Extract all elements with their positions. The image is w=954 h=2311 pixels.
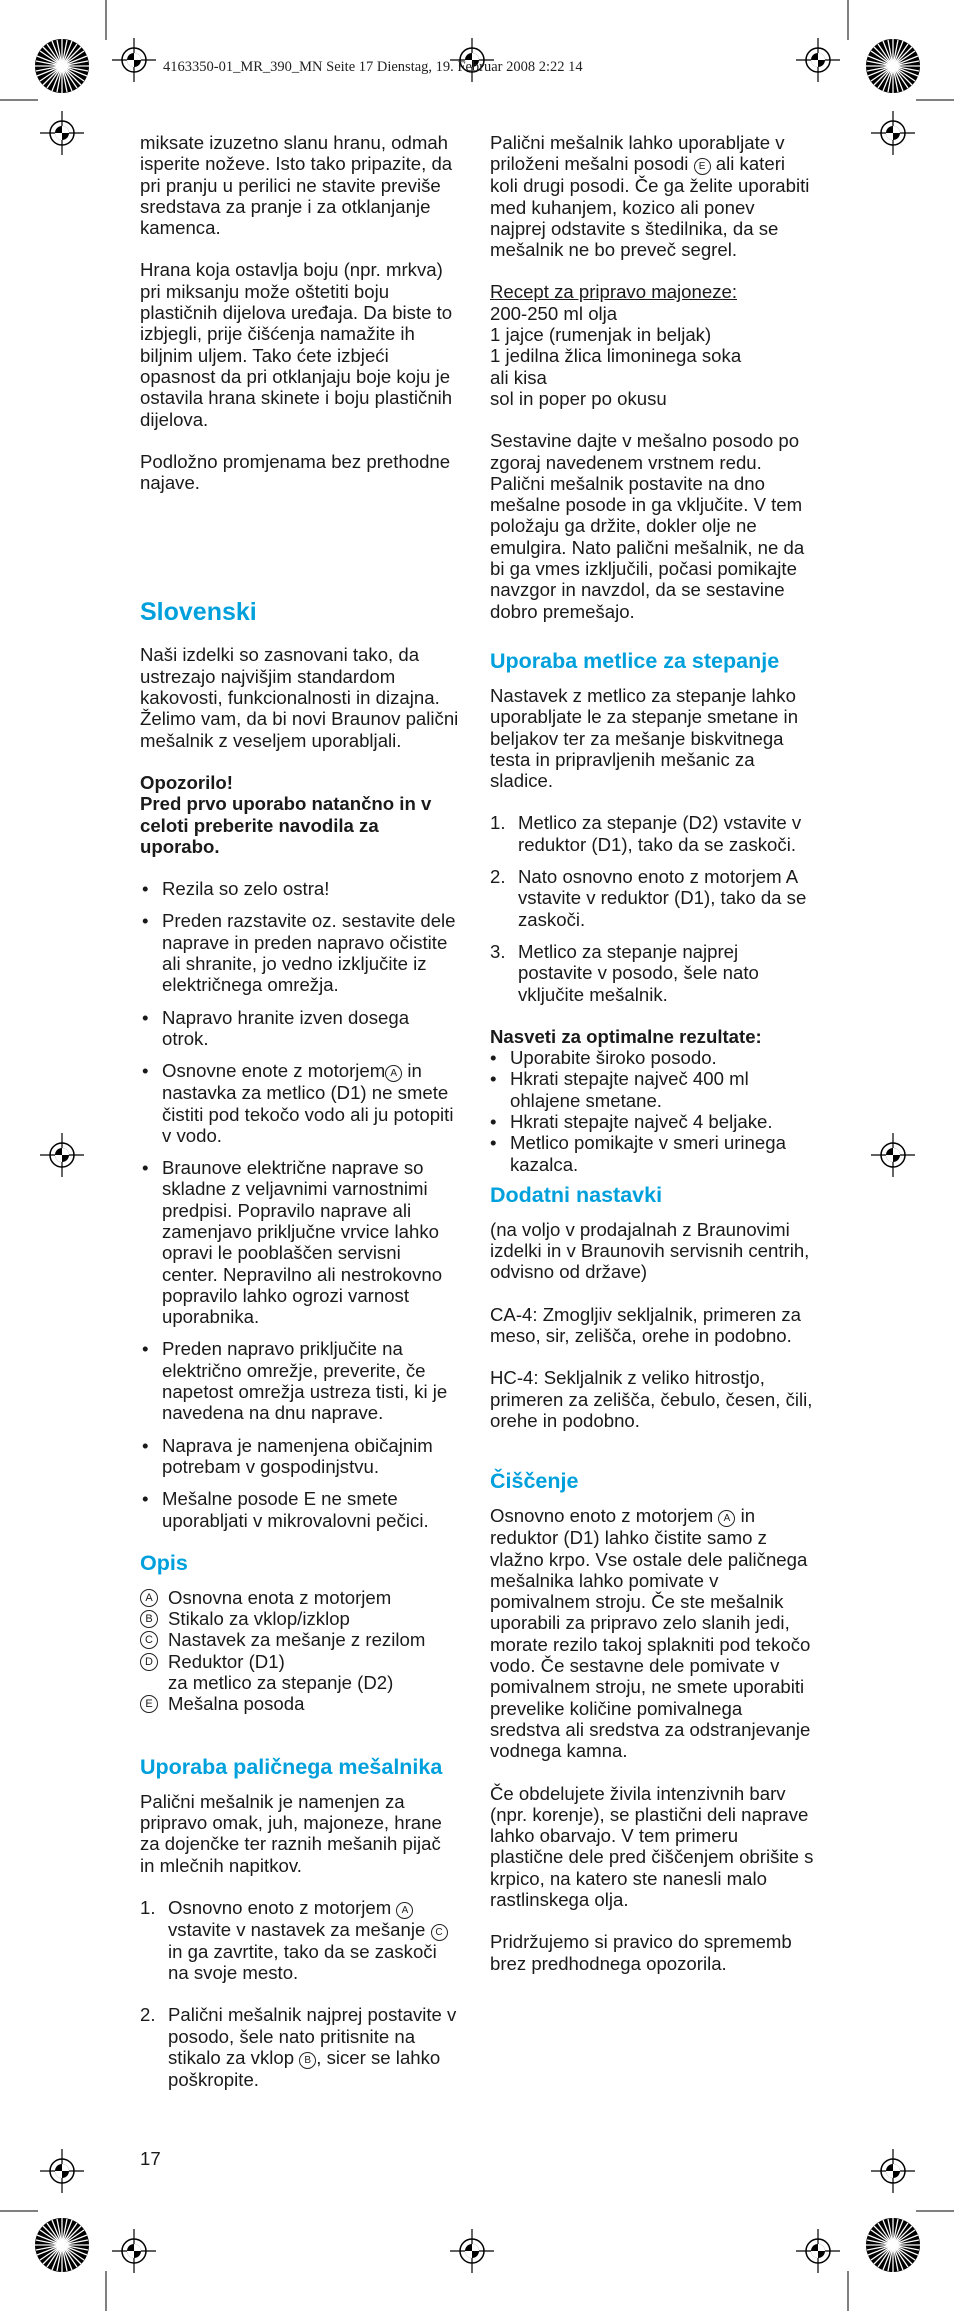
warning-list — [140, 878, 460, 1531]
warning-item: • Preden napravo priključite na električno omrežje, preverite, če napetost omrežja ustreza tisti, ki je navedena na dnu naprave. — [140, 1338, 460, 1423]
tips-title: Nasveti za optimalne rezultate: — [490, 1025, 762, 1047]
warning-item: • Braunove električne naprave so skladne z veljavnimi varnostnimi predpisi. Popravilo naprave ali zamenjavo priključne vrvice lahko opravi le pooblaščen servisni center. Nepravilno ali nestrokovno popravilo lahko ogrozi varnost uporabnika. — [140, 1157, 460, 1327]
part-item: D Reduktor (D1) za metlico za stepanje (D2) — [140, 1651, 460, 1694]
tip-item: • Hkrati stepajte največ 4 beljake. — [490, 1111, 815, 1132]
tip-item: • Uporabite široko posodo. — [490, 1047, 815, 1068]
parts-list — [140, 1587, 460, 1715]
accessories-paragraph: (na voljo v prodajalnah z Braunovimi izdelki in v Braunovih servisnih centrih, odvisno od države) — [490, 1218, 810, 1283]
recipe-line: ali kisa — [490, 366, 547, 388]
letter-c-circle-icon: C — [140, 1631, 158, 1649]
accessories-paragraph: HC-4: Sekljalnik z veliko hitrostjo, primeren za zelišča, čebulo, česen, čili, orehe in podobno. — [490, 1367, 813, 1431]
left-column — [140, 132, 460, 2111]
part-item: C Nastavek za mešanje z rezilom — [140, 1629, 460, 1650]
warning-item: • Osnovne enote z motorjem A in nastavka za metlico (D1) ne smete čistiti pod tekočo vodo ali ju potopiti v vodo. — [140, 1060, 460, 1146]
tips-list — [490, 1047, 815, 1175]
letter-c-circle-icon: C — [431, 1924, 448, 1941]
part-item: E Mešalna posoda — [140, 1693, 460, 1714]
letter-d-circle-icon: D — [140, 1653, 158, 1671]
print-header: 4163350-01_MR_390_MN Seite 17 Dienstag, 19. Februar 2008 2:22 14 — [163, 59, 583, 75]
warning-text: Pred prvo uporabo natančno in v celoti preberite navodila za uporabo. — [140, 793, 432, 857]
recipe-line: sol in poper po okusu — [490, 387, 667, 409]
warning-title: Opozorilo! — [140, 771, 233, 793]
letter-b-circle-icon: B — [140, 1610, 158, 1628]
use-intro: Palični mešalnik je namenjen za pripravo omak, juh, majoneze, hrane za dojenčke ter raznih mešanih pijač in mlečnih napitkov. — [140, 1790, 442, 1876]
letter-a-circle-icon: A — [396, 1902, 413, 1919]
intro-paragraph-1: miksate izuzetno slanu hranu, odmah isperite noževe. Isto tako pripazite, da pri pranju u perilici ne stavite previše sredstava za pranje i za otklanjanje kamenca. — [140, 132, 453, 239]
page-number: 17 — [140, 2148, 161, 2169]
letter-e-circle-icon: E — [694, 158, 711, 175]
use-steps — [140, 1897, 460, 2090]
whisk-step: 1. Metlico za stepanje (D2) vstavite v reduktor (D1), tako da se zaskoči. — [490, 812, 802, 855]
recipe-line: 1 jedilna žlica limoninega soka — [490, 345, 742, 367]
letter-a-circle-icon: A — [385, 1065, 402, 1082]
warning-item: • Rezila so zelo ostra! — [140, 878, 460, 899]
recipe-line: 1 jajce (rumenjak in beljak) — [490, 324, 712, 346]
letter-e-circle-icon: E — [140, 1695, 158, 1713]
section-title-slovenski: Slovenski — [140, 598, 257, 627]
letter-a-circle-icon: A — [718, 1510, 735, 1527]
section-title-whisk: Uporaba metlice za stepanje — [490, 648, 780, 673]
recipe-line: 200-250 ml olja — [490, 302, 618, 324]
recipe-title: Recept za pripravo majoneze: — [490, 281, 738, 303]
section-title-use: Uporaba paličnega mešalnika — [140, 1754, 443, 1779]
warning-item: • Mešalne posode E ne smete uporabljati v mikrovalovni pečici. — [140, 1488, 460, 1531]
tip-item: • Hkrati stepajte največ 400 ml ohlajene smetane. — [490, 1068, 815, 1111]
recipe-text: Sestavine dajte v mešalno posodo po zgoraj navedenem vrstnem redu. Palični mešalnik postavite na dno mešalne posode in ga vključite. V tem položaju ga držite, dokler olje ne emulgira. Nato palični mešalnik, ne da bi ga vmes izključili, počasi pomikajte navzgor in navzdol, da se sestavine dobro premešajo. — [490, 430, 805, 622]
right-column — [490, 132, 815, 1974]
warning-item: • Napravo hranite izven dosega otrok. — [140, 1007, 460, 1050]
warning-item: • Preden razstavite oz. sestavite dele naprave in preden napravo očistite ali shranite, jo vedno izključite iz električnega omrežja. — [140, 910, 460, 995]
whisk-step: 2. Nato osnovno enoto z motorjem A vstavite v reduktor (D1), tako da se zaskoči. — [490, 866, 807, 930]
warning-item: • Naprava je namenjena običajnim potrebam v gospodinjstvu. — [140, 1435, 460, 1478]
slovenski-intro: Naši izdelki so zasnovani tako, da ustrezajo najvišjim standardom kakovosti, funkcionalnosti in dizajna. Želimo vam, da bi novi Braunov palični mešalnik z veseljem uporabljali. — [140, 644, 459, 751]
use-step: 1. Osnovno enoto z motorjem A vstavite v nastavek za mešanje C in ga zavrtite, tako da se zaskoči na svoje mesto. — [140, 1897, 460, 1984]
continuation-paragraph: Palični mešalnik lahko uporabljate v priloženi mešalni posodi E ali kateri koli drugi posodi. Če ga želite uporabiti med kuhanjem, kozico ali ponev najprej odstavite s štedilnika, da se mešalnik ne bo preveč segrel. — [490, 132, 810, 261]
section-title-cleaning: Čiščenje — [490, 1469, 579, 1494]
part-item: B Stikalo za vklop/izklop — [140, 1608, 460, 1629]
use-step: 2. Palični mešalnik najprej postavite v posodo, šele nato pritisnite na stikalo za vklop B , sicer se lahko poškropite. — [140, 2004, 457, 2090]
whisk-step: 3. Metlico za stepanje najprej postavite v posodo, šele nato vključite mešalnik. — [490, 940, 759, 1005]
cleaning-paragraph: Osnovno enoto z motorjem A in reduktor (D1) lahko čistite samo z vlažno krpo. Vse ostale dele paličnega mešalnika lahko pomivate v pomivalnem stroju. Če ste mešalnik uporabili za pripravo zelo slanih jedi, morate rezilo takoj splakniti pod tekočo vodo. Če sestavne dele pomivate v pomivalnem stroju, ne smete uporabiti prevelike količine pomivalnega sredstva ali sredstva za odstranjevanje vodnega kamna. — [490, 1505, 811, 1762]
letter-b-circle-icon: B — [299, 2052, 316, 2069]
accessories-paragraph: CA-4: Zmogljiv sekljalnik, primeren za meso, sir, zelišča, orehe in podobno. — [490, 1303, 802, 1347]
tip-item: • Metlico pomikajte v smeri urinega kazalca. — [490, 1132, 815, 1175]
intro-paragraph-3: Podložno promjenama bez prethodne najave. — [140, 450, 451, 494]
whisk-steps — [490, 812, 815, 1004]
letter-a-circle-icon: A — [140, 1589, 158, 1607]
cleaning-paragraph: Če obdelujete živila intenzivnih barv (npr. korenje), se plastični deli naprave lahko obarvajo. V tem primeru plastične dele pred čiščenjem obrišite s krpico, na katero ste nanesli malo rastlinskega olja. — [490, 1782, 814, 1910]
section-title-opis: Opis — [140, 1550, 188, 1575]
part-item: A Osnovna enota z motorjem — [140, 1587, 460, 1608]
section-title-accessories: Dodatni nastavki — [490, 1182, 663, 1207]
intro-paragraph-2: Hrana koja ostavlja boju (npr. mrkva) pri miksanju može oštetiti boju plastičnih dijelova uređaja. Da biste to izbjegli, prije čišćenja namažite ih biljnim uljem. Tako ćete izbjeći opasnost da pri otklanjaju boje koju je ostavila hrana skinete i boju plastičnih dijelova. — [140, 259, 453, 430]
whisk-intro: Nastavek z metlico za stepanje lahko uporabljate le za stepanje smetane in beljakov ter za mešanje biskvitnega testa in pripravljenih mešanic za sladice. — [490, 684, 799, 792]
cleaning-paragraph: Pridržujemo si pravico do sprememb brez predhodnega opozorila. — [490, 1931, 792, 1974]
